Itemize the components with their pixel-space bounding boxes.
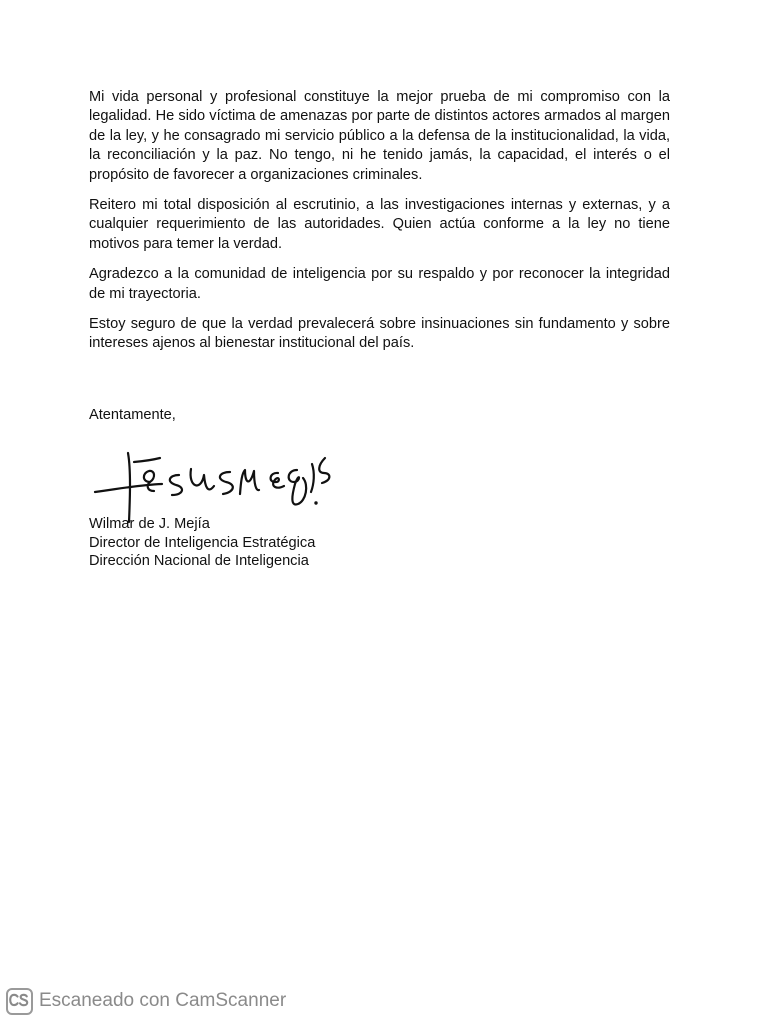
letter-body	[89, 88, 670, 365]
paragraph-2: Reitero mi total disposición al escrutinio, a las investigaciones internas y externas, y a cualquier requerimiento de las autoridades. Quien actúa conforme a la ley no tiene motivos para temer la verdad.	[89, 197, 670, 252]
signer-title: Director de Inteligencia Estratégica	[89, 534, 316, 551]
signer-organization: Dirección Nacional de Inteligencia	[89, 553, 309, 570]
paragraph-1: Mi vida personal y profesional constituye la mejor prueba de mi compromiso con la legalidad. He sido víctima de amenazas por parte de distintos actores armados al margen de la ley, y he consagrado mi servicio público a la defensa de la institucionalidad, la vida, la reconciliación y la paz. No tengo, ni he tenido jamás, la capacidad, el interés o el propósito de favorecer a organizaciones criminales.	[89, 89, 670, 183]
closing-salutation: Atentamente,	[89, 407, 176, 423]
camscanner-watermark	[6, 986, 286, 1016]
signer-name: Wilmar de J. Mejía	[89, 516, 210, 532]
signer-block	[89, 515, 315, 571]
paragraph-4: Estoy seguro de que la verdad prevalecerá sobre insinuaciones sin fundamento y sobre intereses ajenos al bienestar institucional del país.	[89, 316, 670, 352]
watermark-label: Escaneado con CamScanner	[39, 990, 287, 1011]
camscanner-logo-icon	[6, 988, 33, 1015]
paragraph-3: Agradezco a la comunidad de inteligencia por su respaldo y por reconocer la integridad de mi trayectoria.	[89, 266, 670, 302]
